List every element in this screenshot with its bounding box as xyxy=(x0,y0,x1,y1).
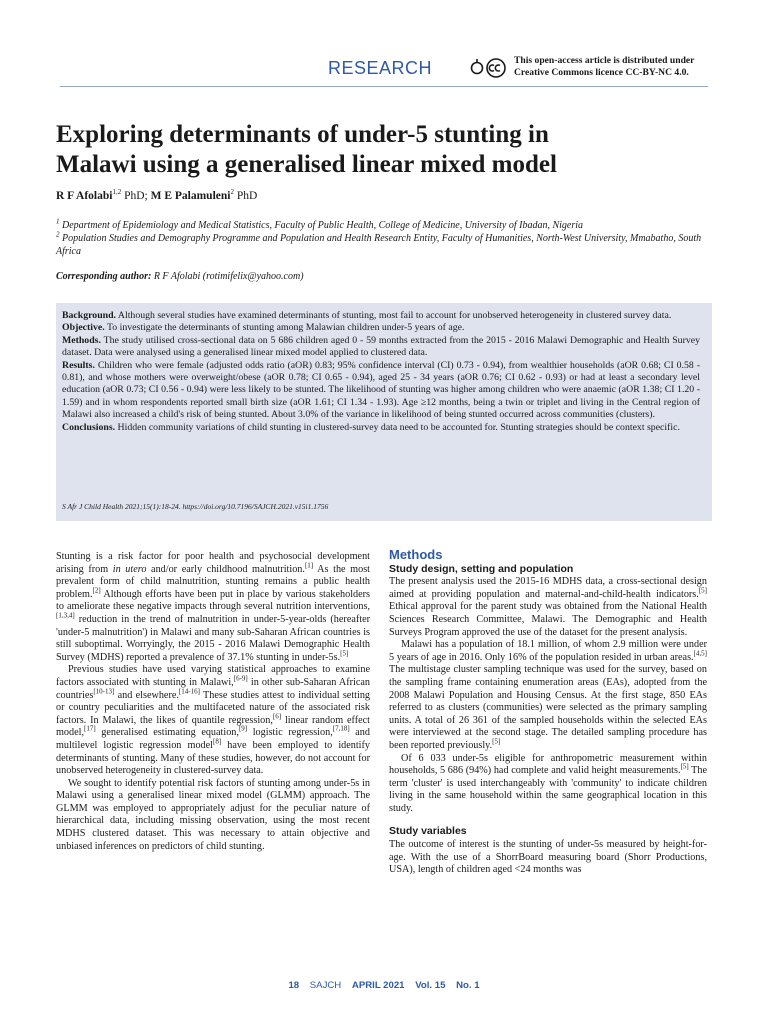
affiliation-2-text: Population Studies and Demography Programme and Population and Health Research Entity, Faculty of Humanities, North-West University, Mmabatho, South Africa xyxy=(56,233,702,257)
reference-mark: [5] xyxy=(680,762,689,771)
license-notice xyxy=(514,55,714,79)
author-2-affiliation-mark: 2 xyxy=(230,188,234,197)
reference-mark: [10-13] xyxy=(93,687,115,696)
title-line-2: Malawi using a generalised linear mixed model xyxy=(56,151,557,178)
text-run: and/or early childhood malnutrition. xyxy=(146,563,305,575)
affiliation-2-mark: 2 xyxy=(56,230,60,239)
methods-paragraph-3 xyxy=(389,753,707,816)
text-run: have been employed to identify determinants of stunting. Many of these studies, however, do not account for unobserved heterogeneity in clustered-survey data. xyxy=(56,739,371,777)
author-2-degree: PhD xyxy=(233,190,258,202)
reference-mark: [6] xyxy=(272,712,282,721)
affiliations xyxy=(56,219,716,258)
intro-paragraph-1 xyxy=(56,551,370,664)
page-footer xyxy=(200,980,568,991)
intro-paragraph-3: We sought to identify potential risk factors of stunting among under-5s in Malawi using a generalised linear mixed model (GLMM) approach. The GLMM was employed to appropriately adjust for the peculiar nature of hierarchical data, including missing observation, using the most recent MDHS clustered dataset. This was necessary to attain objective and unbiased inferences on predictors of child stunting. xyxy=(56,777,370,852)
reference-mark: [2] xyxy=(92,586,101,595)
methods-heading: Methods xyxy=(389,547,443,562)
methods-label: Methods. xyxy=(62,334,101,346)
page-number: 18 xyxy=(288,980,300,991)
volume: Vol. 15 xyxy=(415,980,446,991)
license-line-2: Creative Commons licence CC-BY-NC 4.0. xyxy=(514,67,689,78)
methods-text: The study utilised cross-sectional data on 5 686 children aged 0 - 59 months extracted from the 2015 - 2016 Malawi Demographic and Health Survey dataset. Data were analysed using a generalised linear mixed model applied to clustered data. xyxy=(62,334,700,359)
author-1-affiliation-mark: 1,2 xyxy=(112,188,122,197)
reference-mark: [9] xyxy=(238,724,248,733)
corresponding-author xyxy=(56,271,716,282)
right-column xyxy=(389,549,707,877)
reference-mark: [14-16] xyxy=(178,687,200,696)
reference-mark: [5] xyxy=(492,737,501,746)
abstract-objective xyxy=(62,322,700,334)
affiliation-2 xyxy=(56,232,716,258)
conclusions-label: Conclusions. xyxy=(62,421,116,433)
creative-commons-icon xyxy=(468,56,508,80)
objective-text: To investigate the determinants of stunting among Malawian children under-5 years of age. xyxy=(104,322,465,334)
spacer xyxy=(389,815,707,825)
author-1-degree: PhD; xyxy=(121,190,151,202)
methods-paragraph-2 xyxy=(389,639,707,752)
journal-abbrev: SAJCH xyxy=(309,980,342,991)
reference-mark: [4,5] xyxy=(693,649,707,658)
intro-paragraph-2 xyxy=(56,664,370,777)
affiliation-1-text: Department of Epidemiology and Medical Statistics, Faculty of Public Health, College of Medicine, University of Ibadan, Nigeria xyxy=(62,220,584,231)
reference-mark: [1] xyxy=(304,561,314,570)
text-run: generalised estimating equation, xyxy=(95,727,239,739)
text-run: Ethical approval for the parent study was obtained from the National Health Sciences Research Committee, Malawi. The Demographic and Health Surveys Program approved the use of the dataset for the present analysis. xyxy=(389,601,707,638)
abstract-text xyxy=(62,310,700,434)
text-run: Although efforts have been put in place by various stakeholders to ameliorate these negative impacts through several nutrition interventions, xyxy=(56,588,370,613)
text-run: and multilevel logistic regression model xyxy=(56,727,370,751)
text-run: Stunting is a risk factor for poor health and psychosocial development arising from xyxy=(56,551,370,575)
affiliation-1 xyxy=(56,219,716,232)
reference-mark: [1,3,4] xyxy=(56,611,75,620)
background-label: Background. xyxy=(62,310,116,321)
text-run: As the most prevalent form of child malnutrition, stunting remains a public health problem. xyxy=(56,563,370,600)
reference-mark: [5] xyxy=(340,649,349,658)
text-run: reduction in the trend of malnutrition in under-5-year-olds (hereafter 'under-5 malnutrition') in Malawi and many sub-Saharan African countries is still suboptimal. Worryingly, the 2015 - 2016 Malawi Demographic Health Survey (MDHS) reported a prevalence of 37.1% stunting in under-5s. xyxy=(56,613,370,663)
italic-term: in utero xyxy=(112,563,147,575)
study-design-heading: Study design, setting and population xyxy=(389,562,574,575)
corresponding-email: R F Afolabi (rotimifelix@yahoo.com) xyxy=(151,271,304,282)
reference-mark: [5] xyxy=(698,586,707,595)
issue-number: No. 1 xyxy=(456,980,480,991)
results-text: Children who were female (adjusted odds ratio (aOR) 0.83; 95% confidence interval (CI) 0.73 - 0.94), from wealthier households (aOR 0.68; CI 0.58 - 0.81), and whose mothers were overweight/obese (aOR 0.78; CI 0.65 - 0.94), aged 25 - 34 years (aOR 0.76; CI 0.62 - 0.93) or had at least a secondary level education (aOR 0.73; CI 0.56 - 0.94) were less likely to be stunted. The likelihood of stunting was higher among children who were anaemic (aOR 1.38; CI 1.20 - 1.59) and in whom respondents reported small birth size (aOR 1.61; CI 1.34 - 1.93). Age ≥12 months, being a twin or triplet and living in the Central region of Malawi also increased a child's risk of being stunted. About 3.0% of the variance in likelihood of being stunted occurred across communities (clusters). xyxy=(62,359,700,421)
text-run: The term 'cluster' is used interchangeably with 'community' to indicate children living in the same household within the same geographical location in this study. xyxy=(389,765,707,814)
author-1-name: R F Afolabi xyxy=(56,190,113,202)
objective-label: Objective. xyxy=(62,322,105,334)
left-column xyxy=(56,551,370,853)
text-run: Of 6 033 under-5s eligible for anthropometric measurement within households, 5 686 (94%) had complete and valid height measurements. xyxy=(389,752,707,777)
reference-mark: [17] xyxy=(84,724,96,733)
text-run: The multistage cluster sampling technique was used for the survey, based on the sampling frame containing enumeration areas (EAs), adopted from the 2008 Malawi Population and Housing Census. At the first stage, 850 EAs referred to as clusters (communities) were selected as the primary sampling units. A total of 26 361 of the sampled households within the selected EAs were interviewed at the second stage. The detailed sampling procedure has been reported previously. xyxy=(389,664,707,751)
issue-date: APRIL 2021 xyxy=(351,980,405,991)
article-title xyxy=(56,120,716,180)
text-run: linear random effect model, xyxy=(56,714,370,739)
methods-paragraph-1 xyxy=(389,576,707,639)
text-run: The present analysis used the 2015-16 MDHS data, a cross-sectional design aimed at providing population and maternal-and-child-health indicators. xyxy=(389,576,707,600)
author-list xyxy=(56,190,716,202)
text-run: These studies attest to individual setting or country peculiarities and the multifaceted nature of the associated risk factors. In Malawi, the likes of quantile regression, xyxy=(56,689,371,726)
conclusions-text: Hidden community variations of child stunting in clustered-survey data need to be accounted for. Stunting strategies should be context specific. xyxy=(115,421,680,433)
title-line-1: Exploring determinants of under-5 stunting in xyxy=(56,121,549,148)
author-2-name: M E Palamuleni xyxy=(150,190,231,202)
reference-mark: [6-9] xyxy=(233,674,248,683)
text-run: in other sub-Saharan African countries xyxy=(56,676,370,701)
affiliation-1-mark: 1 xyxy=(56,217,60,226)
results-label: Results. xyxy=(62,359,95,371)
abstract-conclusions xyxy=(62,422,700,434)
abstract-methods xyxy=(62,335,700,360)
text-run: and elsewhere. xyxy=(114,689,179,701)
background-text: Although several studies have examined determinants of stunting, most fail to account for unobserved heterogeneity in clustered survey data. xyxy=(116,310,672,321)
corresponding-label: Corresponding author: xyxy=(56,271,152,282)
header-divider xyxy=(60,86,708,87)
license-line-1: This open-access article is distributed under xyxy=(514,55,695,66)
reference-mark: [7,18] xyxy=(332,724,350,733)
text-run: Malawi has a population of 18.1 million, of whom 2.9 million were under 5 years of age in 2016. Only 16% of the population resided in urban areas. xyxy=(389,639,707,663)
methods-paragraph-4: The outcome of interest is the stunting of under-5s measured by height-for-age. With the use of a ShorrBoard measuring board (Shorr Productions, USA), length of children aged <24 months was xyxy=(389,839,707,876)
section-label: RESEARCH xyxy=(327,58,433,78)
text-run: logistic regression, xyxy=(247,727,333,739)
reference-mark: [8] xyxy=(213,737,222,746)
abstract-background xyxy=(62,310,700,322)
citation: S Afr J Child Health 2021;15(1):18-24. https://doi.org/10.7196/SAJCH.2021.v15i1.1756 xyxy=(62,502,329,511)
abstract-results xyxy=(62,360,700,422)
text-run: Previous studies have used varying statistical approaches to examine factors associated with stunting in Malawi, xyxy=(56,664,370,688)
study-variables-heading: Study variables xyxy=(389,825,467,838)
